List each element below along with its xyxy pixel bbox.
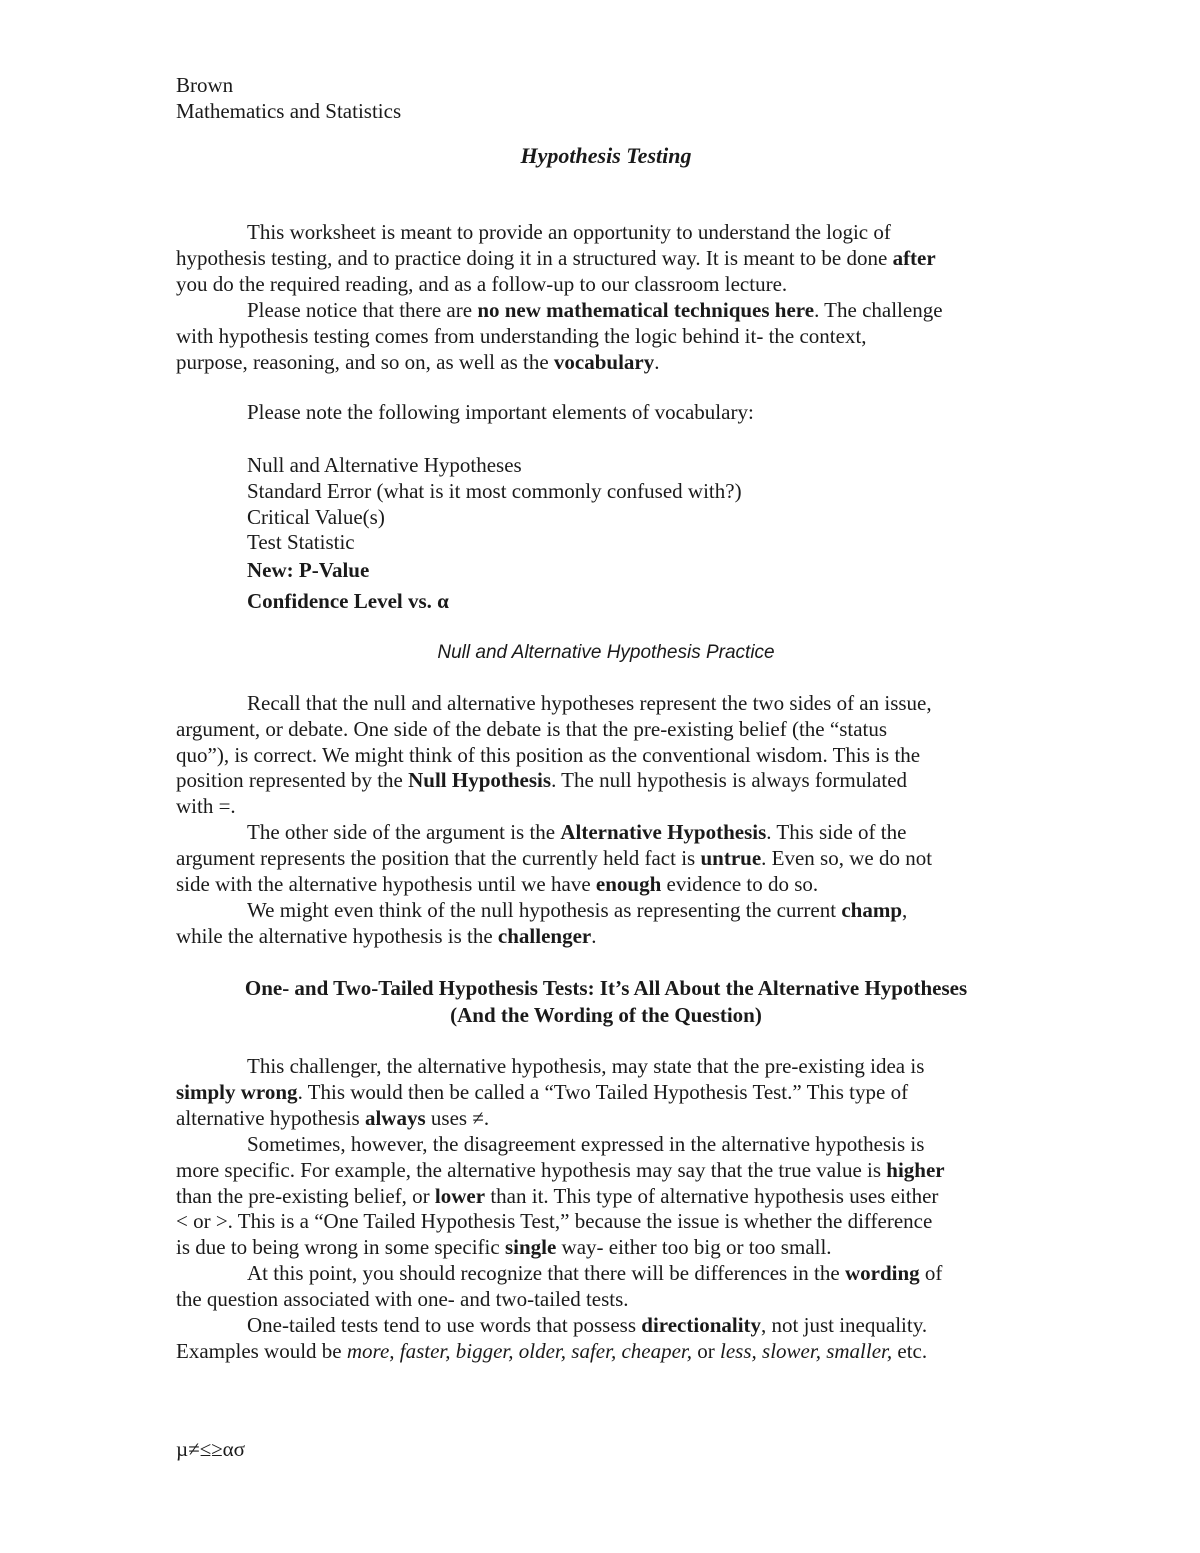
section-heading-line-2: (And the Wording of the Question) [450,1002,762,1027]
paragraph-line: is due to being wrong in some specific single way- either too big or too small. [176,1235,832,1260]
page-title: Hypothesis Testing [520,143,692,168]
vocab-intro: Please note the following important elements of vocabulary: [247,400,754,424]
paragraph-line: alternative hypothesis always uses ≠. [176,1105,490,1130]
paragraph-line: Sometimes, however, the disagreement expressed in the alternative hypothesis is [247,1132,925,1156]
examples-more: more, faster, bigger, older, safer, cheaper, [346,1338,693,1363]
paragraph-line: Examples would be more, faster, bigger, older, safer, cheaper, or less, slower, smaller, etc. [176,1338,928,1363]
vocab-item: Test Statistic [247,530,355,555]
section-paragraph-2 [176,1132,1036,1261]
emphasis-simply-wrong: simply wrong [176,1079,298,1104]
emphasis-null-hypothesis: Null Hypothesis [408,768,552,793]
title-block [176,143,1036,169]
emphasis-lower: lower [434,1183,486,1208]
paragraph-line: than the pre-existing belief, or lower than it. This type of alternative hypothesis uses either [176,1183,939,1208]
paragraph-line: Please notice that there are no new mathematical techniques here. The challenge [247,298,943,322]
paragraph-line: more specific. For example, the alternative hypothesis may say that the true value is higher [176,1157,945,1182]
vocab-item-bold: New: P-Value [247,558,370,583]
paragraph-line: argument represents the position that the currently held fact is untrue. Even so, we do not [176,845,933,870]
emphasis-alternative-hypothesis: Alternative Hypothesis [560,820,767,844]
paragraph-line: This challenger, the alternative hypothesis, may state that the pre-existing idea is [247,1054,925,1078]
emphasis-single: single [504,1235,557,1260]
vocab-list [176,453,1036,615]
paragraph-line: side with the alternative hypothesis until we have enough evidence to do so. [176,871,819,896]
section-heading-line-1: One- and Two-Tailed Hypothesis Tests: It’s All About the Alternative Hypotheses [244,976,968,1000]
paragraph-line: Recall that the null and alternative hypotheses represent the two sides of an issue, [247,691,932,715]
emphasis-wording: wording [844,1261,920,1285]
emphasis-challenger: challenger [497,923,592,948]
paragraph-line: The other side of the argument is the Alternative Hypothesis. This side of the [247,820,907,844]
paragraph-line: purpose, reasoning, and so on, as well as the vocabulary. [176,349,660,374]
paragraph-line: while the alternative hypothesis is the challenger. [176,923,597,948]
paragraph-line: position represented by the Null Hypothesis. The null hypothesis is always formulated [176,768,908,793]
paragraph-line: you do the required reading, and as a follow-up to our classroom lecture. [176,271,788,296]
paragraph-line: One-tailed tests tend to use words that possess directionality, not just inequality. [247,1313,928,1337]
examples-less: less, slower, smaller, [720,1338,893,1363]
recall-paragraph-1 [176,691,1036,820]
paragraph-line: simply wrong. This would then be called a “Two Tailed Hypothesis Test.” This type of [176,1079,909,1104]
paragraph-line: quo”), is correct. We might think of this position as the conventional wisdom. This is the [176,742,921,767]
author-name: Brown [176,73,234,97]
section-paragraph-4 [176,1313,1036,1365]
paragraph-line: < or >. This is a “One Tailed Hypothesis Test,” because the issue is whether the difference [176,1209,933,1234]
emphasis-vocabulary: vocabulary [553,349,655,374]
paragraph-line: with =. [176,794,236,819]
vocab-item: Critical Value(s) [247,504,385,529]
recall-paragraph-3 [176,898,1036,950]
section-paragraph-1 [176,1054,1036,1131]
paragraph-line: We might even think of the null hypothesis as representing the current champ, [247,898,908,922]
emphasis-higher: higher [886,1157,945,1182]
subheading-block [176,640,1036,666]
vocab-item-bold: Confidence Level vs. α [247,588,449,613]
emphasis-no-new-techniques: no new mathematical techniques here [477,298,815,322]
intro-paragraph-2 [176,298,1036,375]
emphasis-after: after [892,245,936,270]
paragraph-line: with hypothesis testing comes from understanding the logic behind it- the context, [176,323,867,348]
section-paragraph-3 [176,1261,1036,1313]
course-name: Mathematics and Statistics [176,98,402,123]
vocab-item: Standard Error (what is it most commonly confused with?) [247,478,742,503]
emphasis-enough: enough [595,871,662,896]
paragraph-line: argument, or debate. One side of the debate is that the pre-existing belief (the “status [176,716,888,741]
paragraph-line: the question associated with one- and two-tailed tests. [176,1286,629,1311]
emphasis-directionality: directionality [641,1313,762,1337]
subheading: Null and Alternative Hypothesis Practice [437,642,775,663]
vocab-lead [176,400,1036,426]
recall-paragraph-2 [176,820,1036,897]
paragraph-line: hypothesis testing, and to practice doing it in a structured way. It is meant to be done after [176,245,936,270]
emphasis-untrue: untrue [700,845,762,870]
vocab-item: Null and Alternative Hypotheses [247,453,522,477]
emphasis-always: always [364,1105,426,1130]
section-heading [176,976,1036,1029]
footer-symbols: µ≠≤≥ασ [176,1437,245,1461]
emphasis-champ: champ [841,898,903,922]
header-block [176,73,1036,125]
intro-paragraph-1 [176,220,1036,297]
paragraph-line: This worksheet is meant to provide an opportunity to understand the logic of [247,220,891,244]
paragraph-line: At this point, you should recognize that there will be differences in the wording of [247,1261,943,1285]
